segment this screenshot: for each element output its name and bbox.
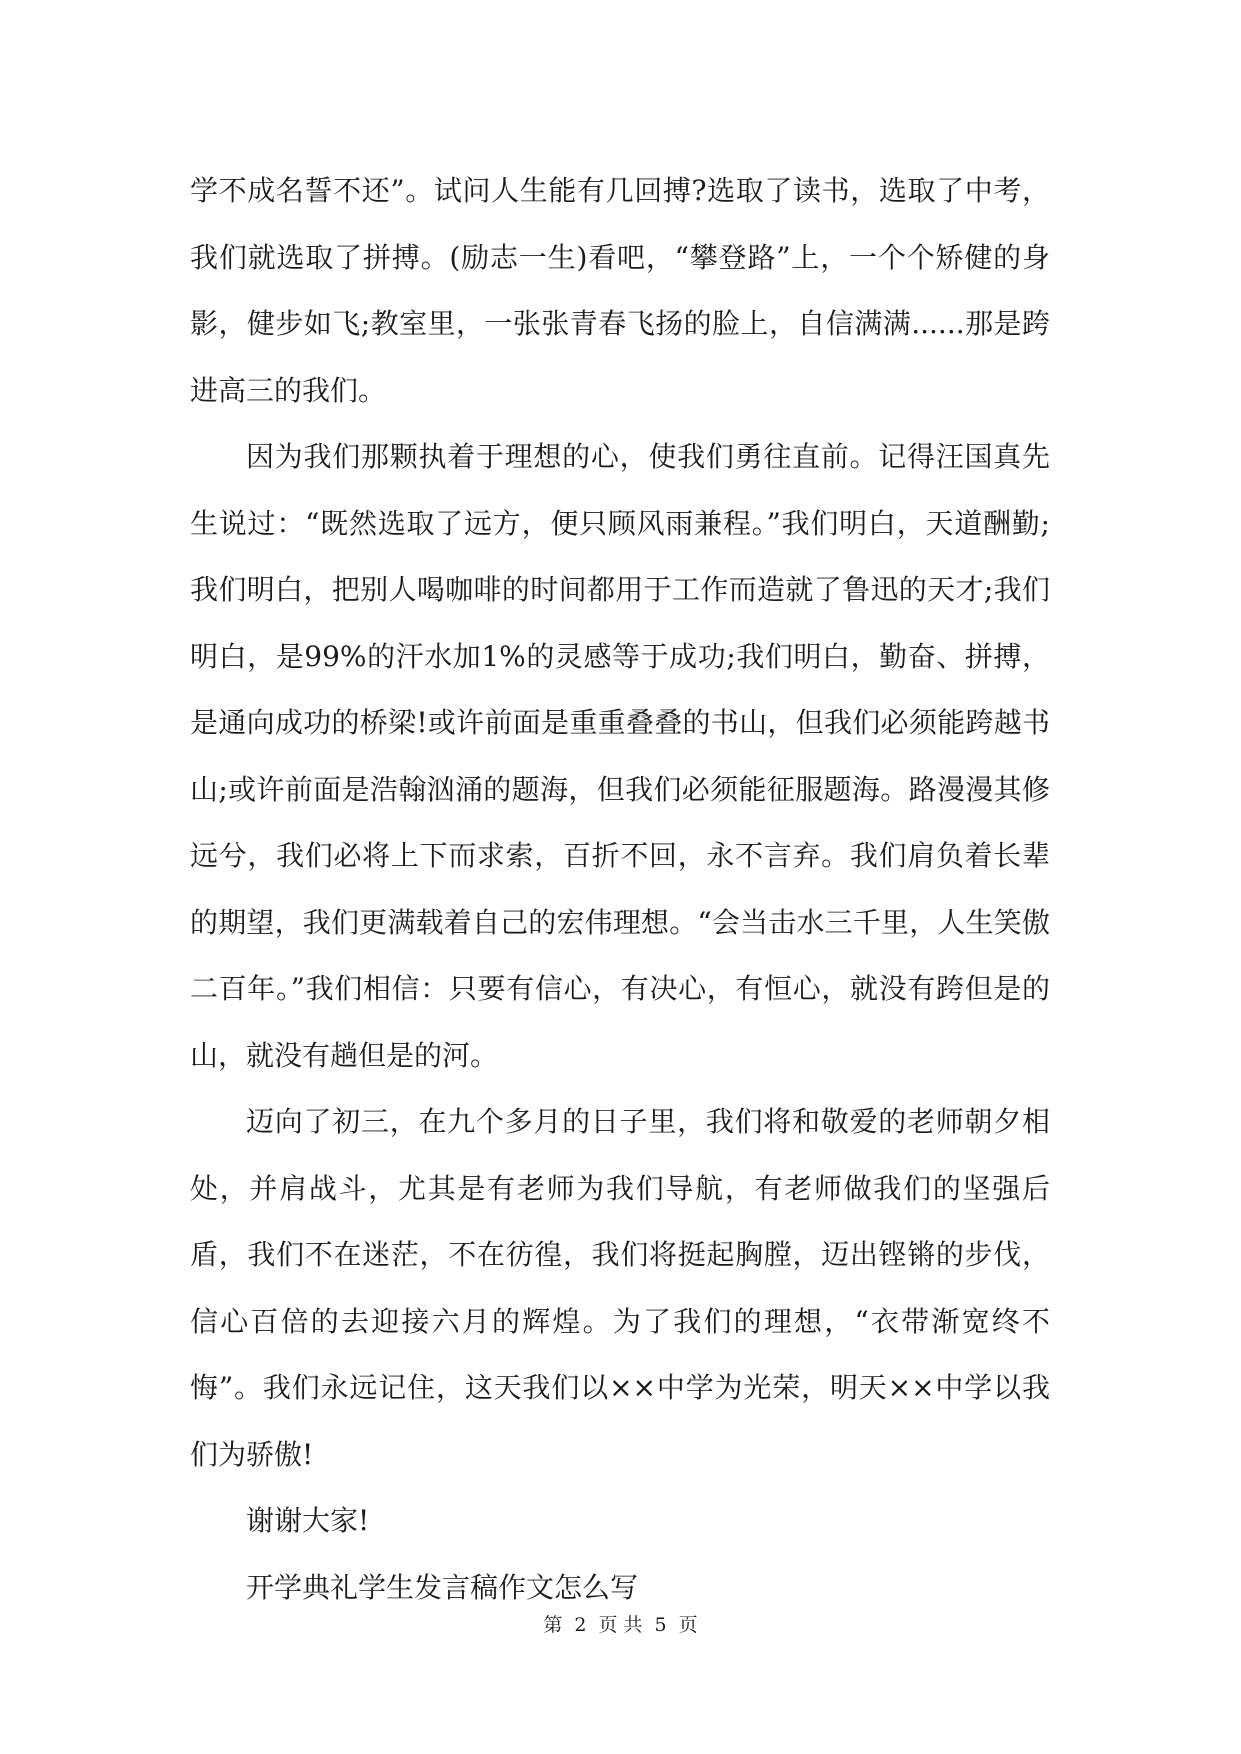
footer-suffix: 页 xyxy=(678,1614,698,1636)
paragraph-2: 因为我们那颗执着于理想的心，使我们勇往直前。记得汪国真先生说过：“既然选取了远方，便只顾风雨兼程。”我们明白，天道酬勤;我们明白，把别人喝咖啡的时间都用于工作而造就了鲁迅的天才;我们明白，是99%的汗水加1%的灵感等于成功;我们明白，勤奋、拼搏，是通向成功的桥梁!或许前面是重重叠叠的书山，但我们必须能跨越书山;或许前面是浩翰汹涌的题海，但我们必须能征服题海。路漫漫其修远兮，我们必将上下而求索，百折不回，永不言弃。我们肩负着长辈的期望，我们更满载着自己的宏伟理想。“会当击水三千里，人生笑傲二百年。”我们相信：只要有信心，有决心，有恒心，就没有跨但是的山，就没有趟但是的河。 xyxy=(190,440,1050,1072)
paragraph-heading-next: 开学典礼学生发言稿作文怎么写 xyxy=(246,1570,639,1604)
paragraph-3: 迈向了初三，在九个多月的日子里，我们将和敬爱的老师朝夕相处，并肩战斗，尤其是有老师为我们导航，有老师做我们的坚强后盾，我们不在迷茫，不在彷徨，我们将挺起胸膛，迈出铿锵的步伐，信心百倍的去迎接六月的辉煌。为了我们的理想，“衣带渐宽终不悔”。我们永远记住，这天我们以××中学为光荣，明天××中学以我们为骄傲! xyxy=(190,1105,1050,1471)
footer-prefix: 第 xyxy=(543,1614,563,1636)
page-footer xyxy=(0,1610,1241,1637)
paragraph-1: 学不成名誓不还”。试问人生能有几回搏?选取了读书，选取了中考，我们就选取了拼搏。(励志一生)看吧，“攀登路”上，一个个矫健的身影，健步如飞;教室里，一张张青春飞扬的脸上，自信满满......那是跨进高三的我们。 xyxy=(190,174,1050,407)
footer-total-pages: 5 xyxy=(654,1614,667,1636)
footer-page-number: 2 xyxy=(574,1614,587,1636)
document-body xyxy=(190,158,1050,1621)
footer-middle: 页 共 xyxy=(598,1614,643,1636)
paragraph-thanks: 谢谢大家! xyxy=(246,1504,370,1537)
